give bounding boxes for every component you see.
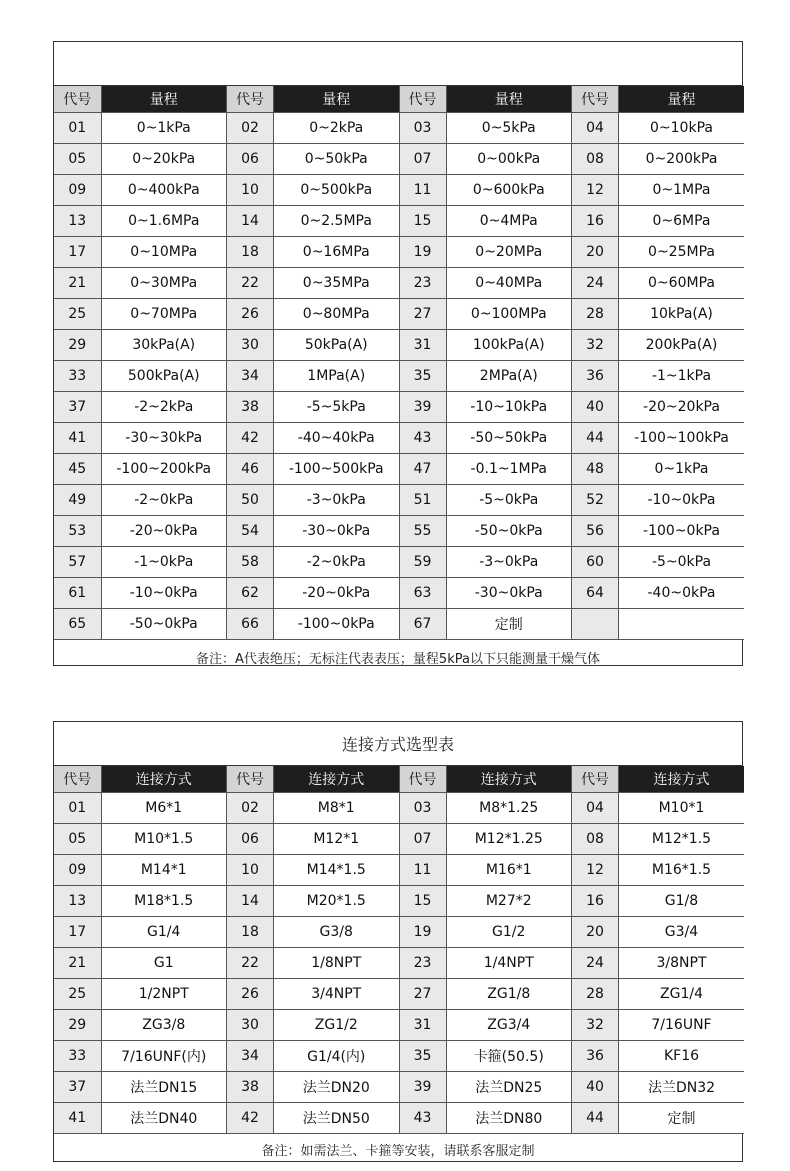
- code-cell: 09: [54, 175, 101, 206]
- value-cell: 10kPa(A): [619, 299, 745, 330]
- code-cell: 01: [54, 113, 101, 144]
- value-cell: 0~70MPa: [101, 299, 227, 330]
- code-cell: 51: [399, 485, 446, 516]
- value-cell: M8*1.25: [446, 793, 572, 824]
- value-cell: -50~50kPa: [446, 423, 572, 454]
- connection-table-row: [54, 948, 744, 979]
- code-cell: 64: [572, 578, 619, 609]
- value-cell: 50kPa(A): [274, 330, 400, 361]
- range-table-title: [54, 42, 742, 86]
- value-cell: -50~0kPa: [101, 609, 227, 640]
- value-cell: 1/2NPT: [101, 979, 227, 1010]
- value-cell: 0~4MPa: [446, 206, 572, 237]
- range-table-row: [54, 485, 744, 516]
- code-cell: 49: [54, 485, 101, 516]
- value-cell: 0~1.6MPa: [101, 206, 227, 237]
- code-cell: 52: [572, 485, 619, 516]
- value-cell: 0~80MPa: [274, 299, 400, 330]
- code-cell: 10: [227, 175, 274, 206]
- code-cell: 44: [572, 423, 619, 454]
- value-cell: 0~1kPa: [101, 113, 227, 144]
- code-cell: 14: [227, 886, 274, 917]
- value-cell: -10~10kPa: [446, 392, 572, 423]
- value-cell: 0~16MPa: [274, 237, 400, 268]
- code-cell: 36: [572, 1041, 619, 1072]
- value-cell: 卡箍(50.5): [446, 1041, 572, 1072]
- range-table-row: [54, 392, 744, 423]
- value-cell: -100~0kPa: [274, 609, 400, 640]
- code-cell: 21: [54, 948, 101, 979]
- value-cell: 法兰DN80: [446, 1103, 572, 1134]
- code-cell: 09: [54, 855, 101, 886]
- connection-header: 连接方式: [446, 766, 572, 793]
- value-cell: M16*1.5: [619, 855, 745, 886]
- range-header-row: [54, 86, 744, 113]
- value-cell: -20~0kPa: [274, 578, 400, 609]
- value-cell: 0~2kPa: [274, 113, 400, 144]
- value-cell: M16*1: [446, 855, 572, 886]
- value-cell: M6*1: [101, 793, 227, 824]
- code-cell: 46: [227, 454, 274, 485]
- code-cell: 06: [227, 144, 274, 175]
- value-cell: G3/4: [619, 917, 745, 948]
- value-cell: 0~00kPa: [446, 144, 572, 175]
- value-cell: G1/2: [446, 917, 572, 948]
- code-cell: 04: [572, 793, 619, 824]
- code-cell: 07: [399, 144, 446, 175]
- code-cell: 27: [399, 299, 446, 330]
- value-cell: 1/4NPT: [446, 948, 572, 979]
- code-cell: 16: [572, 206, 619, 237]
- range-table-row: [54, 144, 744, 175]
- code-cell: 25: [54, 979, 101, 1010]
- code-cell: 33: [54, 1041, 101, 1072]
- range-header: 量程: [101, 86, 227, 113]
- code-cell: 22: [227, 268, 274, 299]
- value-cell: -2~0kPa: [274, 547, 400, 578]
- range-table-row: [54, 361, 744, 392]
- value-cell: 法兰DN20: [274, 1072, 400, 1103]
- range-table-row: [54, 268, 744, 299]
- code-cell: 18: [227, 917, 274, 948]
- code-header: 代号: [54, 766, 101, 793]
- code-cell: 29: [54, 1010, 101, 1041]
- code-cell: 62: [227, 578, 274, 609]
- code-cell: 30: [227, 1010, 274, 1041]
- range-table-row: [54, 299, 744, 330]
- range-table: [54, 86, 744, 640]
- code-cell: 21: [54, 268, 101, 299]
- code-cell: 58: [227, 547, 274, 578]
- range-table-row: [54, 330, 744, 361]
- value-cell: 法兰DN50: [274, 1103, 400, 1134]
- connection-header: 连接方式: [274, 766, 400, 793]
- code-cell: 32: [572, 1010, 619, 1041]
- code-cell: 18: [227, 237, 274, 268]
- code-cell: 13: [54, 886, 101, 917]
- value-cell: ZG3/4: [446, 1010, 572, 1041]
- connection-header-row: [54, 766, 744, 793]
- code-cell: 36: [572, 361, 619, 392]
- code-cell: 25: [54, 299, 101, 330]
- value-cell: -50~0kPa: [446, 516, 572, 547]
- range-table-panel: [53, 41, 743, 666]
- code-cell: 47: [399, 454, 446, 485]
- value-cell: 0~600kPa: [446, 175, 572, 206]
- code-cell: 55: [399, 516, 446, 547]
- value-cell: G1/4: [101, 917, 227, 948]
- connection-header: 连接方式: [101, 766, 227, 793]
- value-cell: -30~0kPa: [446, 578, 572, 609]
- value-cell: ZG1/8: [446, 979, 572, 1010]
- code-cell: 12: [572, 855, 619, 886]
- value-cell: -100~0kPa: [619, 516, 745, 547]
- code-header: 代号: [572, 86, 619, 113]
- code-cell: 37: [54, 392, 101, 423]
- value-cell: 法兰DN25: [446, 1072, 572, 1103]
- value-cell: M14*1: [101, 855, 227, 886]
- range-header: 量程: [619, 86, 745, 113]
- code-cell: 24: [572, 948, 619, 979]
- connection-table-row: [54, 1010, 744, 1041]
- code-cell: 23: [399, 268, 446, 299]
- code-cell: 37: [54, 1072, 101, 1103]
- value-cell: 0~10MPa: [101, 237, 227, 268]
- value-cell: -100~500kPa: [274, 454, 400, 485]
- value-cell: M20*1.5: [274, 886, 400, 917]
- code-cell: 43: [399, 423, 446, 454]
- range-table-row: [54, 547, 744, 578]
- connection-header: 连接方式: [619, 766, 745, 793]
- value-cell: -30~30kPa: [101, 423, 227, 454]
- code-header: 代号: [399, 86, 446, 113]
- range-table-note: 备注：A代表绝压；无标注代表表压；量程5kPa以下只能测量干燥气体: [196, 652, 600, 667]
- range-table-row: [54, 454, 744, 485]
- value-cell: -40~0kPa: [619, 578, 745, 609]
- connection-table-row: [54, 1072, 744, 1103]
- value-cell: 100kPa(A): [446, 330, 572, 361]
- connection-table-row: [54, 855, 744, 886]
- code-cell: 28: [572, 979, 619, 1010]
- range-header: 量程: [274, 86, 400, 113]
- value-cell: -5~0kPa: [446, 485, 572, 516]
- value-cell: -1~0kPa: [101, 547, 227, 578]
- code-cell: 20: [572, 917, 619, 948]
- code-cell: 66: [227, 609, 274, 640]
- code-cell: 02: [227, 793, 274, 824]
- code-cell: 05: [54, 824, 101, 855]
- value-cell: 0~20kPa: [101, 144, 227, 175]
- value-cell: 法兰DN32: [619, 1072, 745, 1103]
- value-cell: -10~0kPa: [101, 578, 227, 609]
- code-cell: 63: [399, 578, 446, 609]
- code-cell: 14: [227, 206, 274, 237]
- code-cell: 26: [227, 299, 274, 330]
- range-table-row: [54, 609, 744, 640]
- code-cell: 11: [399, 175, 446, 206]
- code-cell: 50: [227, 485, 274, 516]
- value-cell: 3/8NPT: [619, 948, 745, 979]
- code-cell: 01: [54, 793, 101, 824]
- value-cell: -2~2kPa: [101, 392, 227, 423]
- value-cell: ZG3/8: [101, 1010, 227, 1041]
- value-cell: 2MPa(A): [446, 361, 572, 392]
- code-cell: 24: [572, 268, 619, 299]
- code-cell: 35: [399, 1041, 446, 1072]
- connection-table-row: [54, 793, 744, 824]
- code-cell: 05: [54, 144, 101, 175]
- code-cell: 28: [572, 299, 619, 330]
- connection-table-row: [54, 886, 744, 917]
- range-header: 量程: [446, 86, 572, 113]
- code-cell: 38: [227, 392, 274, 423]
- value-cell: -2~0kPa: [101, 485, 227, 516]
- value-cell: 1/8NPT: [274, 948, 400, 979]
- value-cell: 0~60MPa: [619, 268, 745, 299]
- code-cell: 22: [227, 948, 274, 979]
- value-cell: M10*1.5: [101, 824, 227, 855]
- code-cell: 10: [227, 855, 274, 886]
- value-cell: 0~500kPa: [274, 175, 400, 206]
- code-cell: 53: [54, 516, 101, 547]
- code-cell: 19: [399, 917, 446, 948]
- code-cell: 48: [572, 454, 619, 485]
- code-cell: 02: [227, 113, 274, 144]
- code-cell: 57: [54, 547, 101, 578]
- code-cell: 32: [572, 330, 619, 361]
- code-cell: 23: [399, 948, 446, 979]
- code-cell: 42: [227, 423, 274, 454]
- code-header: 代号: [399, 766, 446, 793]
- code-cell: 26: [227, 979, 274, 1010]
- connection-table-body: [54, 793, 744, 1134]
- value-cell: M14*1.5: [274, 855, 400, 886]
- value-cell: 0~10kPa: [619, 113, 745, 144]
- value-cell: -5~0kPa: [619, 547, 745, 578]
- code-cell: 12: [572, 175, 619, 206]
- value-cell: M27*2: [446, 886, 572, 917]
- value-cell: -30~0kPa: [274, 516, 400, 547]
- value-cell: 0~1kPa: [619, 454, 745, 485]
- value-cell: 0~100MPa: [446, 299, 572, 330]
- code-cell: 56: [572, 516, 619, 547]
- value-cell: M12*1: [274, 824, 400, 855]
- value-cell: M18*1.5: [101, 886, 227, 917]
- code-cell: 59: [399, 547, 446, 578]
- code-cell: 31: [399, 330, 446, 361]
- code-cell: 31: [399, 1010, 446, 1041]
- code-cell: 40: [572, 1072, 619, 1103]
- code-cell: 08: [572, 144, 619, 175]
- code-cell: 35: [399, 361, 446, 392]
- value-cell: 0~30MPa: [101, 268, 227, 299]
- code-cell: 19: [399, 237, 446, 268]
- connection-table-row: [54, 1041, 744, 1072]
- code-cell: 41: [54, 423, 101, 454]
- value-cell: G1: [101, 948, 227, 979]
- code-cell: 11: [399, 855, 446, 886]
- code-cell: 43: [399, 1103, 446, 1134]
- range-table-row: [54, 175, 744, 206]
- code-cell: 60: [572, 547, 619, 578]
- value-cell: G1/4(内): [274, 1041, 400, 1072]
- code-cell: 42: [227, 1103, 274, 1134]
- connection-table-row: [54, 917, 744, 948]
- code-cell: 08: [572, 824, 619, 855]
- value-cell: 1MPa(A): [274, 361, 400, 392]
- value-cell: KF16: [619, 1041, 745, 1072]
- connection-table: [54, 766, 744, 1134]
- code-cell: 34: [227, 361, 274, 392]
- code-cell: 20: [572, 237, 619, 268]
- value-cell: 定制: [446, 609, 572, 640]
- code-cell: 30: [227, 330, 274, 361]
- code-cell: 27: [399, 979, 446, 1010]
- value-cell: -0.1~1MPa: [446, 454, 572, 485]
- code-cell: 33: [54, 361, 101, 392]
- value-cell: 法兰DN40: [101, 1103, 227, 1134]
- value-cell: 0~40MPa: [446, 268, 572, 299]
- value-cell: -20~20kPa: [619, 392, 745, 423]
- code-cell: 38: [227, 1072, 274, 1103]
- code-cell: 17: [54, 237, 101, 268]
- code-cell: 41: [54, 1103, 101, 1134]
- range-table-row: [54, 206, 744, 237]
- value-cell: -20~0kPa: [101, 516, 227, 547]
- value-cell: -100~200kPa: [101, 454, 227, 485]
- value-cell: 200kPa(A): [619, 330, 745, 361]
- value-cell: 定制: [619, 1103, 745, 1134]
- connection-table-row: [54, 824, 744, 855]
- connection-table-title: 连接方式选型表: [54, 722, 742, 766]
- value-cell: 0~25MPa: [619, 237, 745, 268]
- code-cell: 07: [399, 824, 446, 855]
- value-cell: 7/16UNF: [619, 1010, 745, 1041]
- code-header: 代号: [227, 86, 274, 113]
- value-cell: -3~0kPa: [446, 547, 572, 578]
- range-table-row: [54, 423, 744, 454]
- connection-table-panel: [53, 721, 743, 1162]
- code-cell: 03: [399, 793, 446, 824]
- value-cell: 0~50kPa: [274, 144, 400, 175]
- value-cell: G3/8: [274, 917, 400, 948]
- code-cell: 40: [572, 392, 619, 423]
- connection-table-note: 备注：如需法兰、卡箍等安装，请联系客服定制: [261, 1143, 535, 1159]
- code-cell: 44: [572, 1103, 619, 1134]
- value-cell: 0~6MPa: [619, 206, 745, 237]
- code-cell: 04: [572, 113, 619, 144]
- code-cell: 39: [399, 392, 446, 423]
- range-table-row: [54, 113, 744, 144]
- range-table-row: [54, 237, 744, 268]
- value-cell: [619, 609, 745, 640]
- code-header: 代号: [572, 766, 619, 793]
- connection-table-row: [54, 1103, 744, 1134]
- value-cell: 法兰DN15: [101, 1072, 227, 1103]
- code-cell: 45: [54, 454, 101, 485]
- value-cell: -100~100kPa: [619, 423, 745, 454]
- value-cell: 3/4NPT: [274, 979, 400, 1010]
- code-cell: 15: [399, 886, 446, 917]
- code-cell: 39: [399, 1072, 446, 1103]
- code-cell: 54: [227, 516, 274, 547]
- value-cell: M8*1: [274, 793, 400, 824]
- value-cell: G1/8: [619, 886, 745, 917]
- connection-table-row: [54, 979, 744, 1010]
- value-cell: 0~5kPa: [446, 113, 572, 144]
- value-cell: 0~20MPa: [446, 237, 572, 268]
- code-header: 代号: [54, 86, 101, 113]
- value-cell: 30kPa(A): [101, 330, 227, 361]
- value-cell: ZG1/2: [274, 1010, 400, 1041]
- code-cell: 06: [227, 824, 274, 855]
- value-cell: 0~35MPa: [274, 268, 400, 299]
- range-table-row: [54, 516, 744, 547]
- value-cell: -1~1kPa: [619, 361, 745, 392]
- value-cell: -5~5kPa: [274, 392, 400, 423]
- value-cell: -40~40kPa: [274, 423, 400, 454]
- value-cell: 7/16UNF(内): [101, 1041, 227, 1072]
- range-table-row: [54, 578, 744, 609]
- code-cell: 15: [399, 206, 446, 237]
- value-cell: 0~2.5MPa: [274, 206, 400, 237]
- value-cell: -3~0kPa: [274, 485, 400, 516]
- value-cell: -10~0kPa: [619, 485, 745, 516]
- code-header: 代号: [227, 766, 274, 793]
- code-cell: 67: [399, 609, 446, 640]
- code-cell: 03: [399, 113, 446, 144]
- value-cell: 0~200kPa: [619, 144, 745, 175]
- code-cell: 16: [572, 886, 619, 917]
- code-cell: 13: [54, 206, 101, 237]
- value-cell: ZG1/4: [619, 979, 745, 1010]
- range-table-body: [54, 113, 744, 640]
- value-cell: 500kPa(A): [101, 361, 227, 392]
- value-cell: M12*1.25: [446, 824, 572, 855]
- value-cell: 0~1MPa: [619, 175, 745, 206]
- code-cell: 34: [227, 1041, 274, 1072]
- code-cell: 29: [54, 330, 101, 361]
- code-cell: [572, 609, 619, 640]
- value-cell: M12*1.5: [619, 824, 745, 855]
- code-cell: 17: [54, 917, 101, 948]
- code-cell: 65: [54, 609, 101, 640]
- value-cell: 0~400kPa: [101, 175, 227, 206]
- value-cell: M10*1: [619, 793, 745, 824]
- code-cell: 61: [54, 578, 101, 609]
